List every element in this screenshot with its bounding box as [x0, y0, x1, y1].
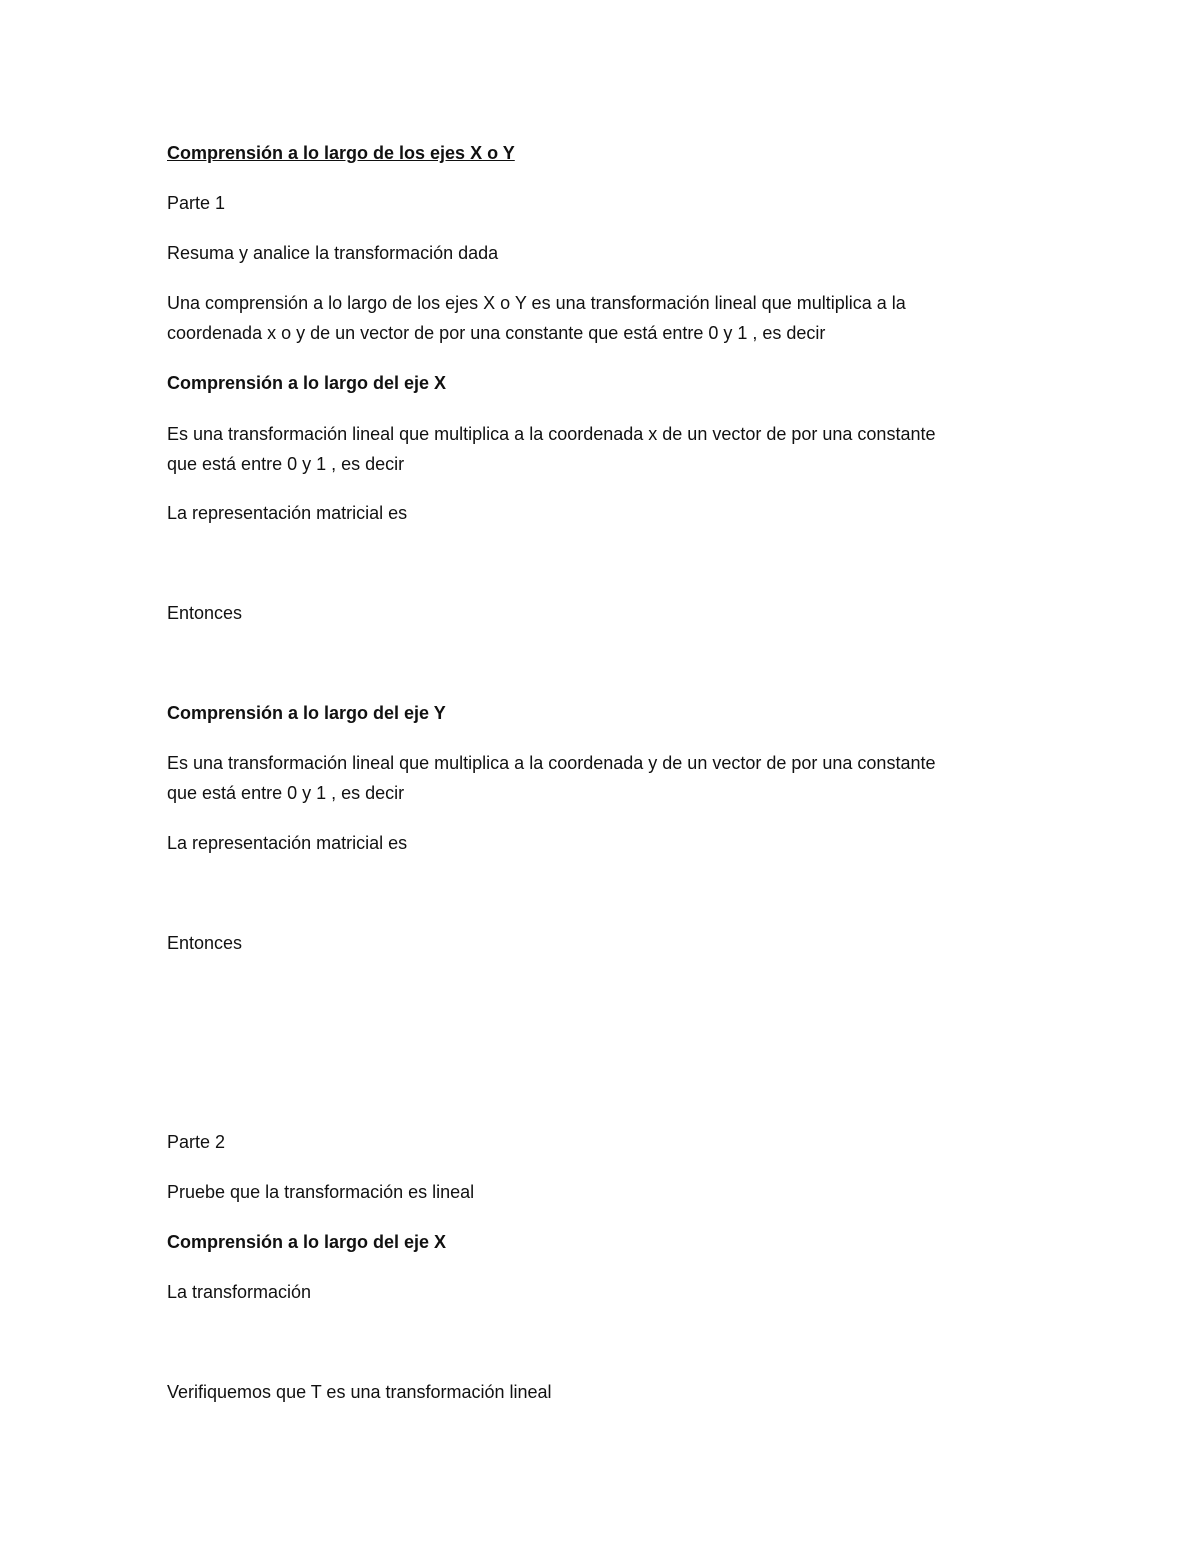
- part2-label: Parte 2: [167, 1132, 226, 1152]
- document-title: Comprensión a lo largo de los ejes X o Y: [167, 143, 515, 163]
- part1-instruction: Resuma y analice la transformación dada: [167, 243, 499, 263]
- x-axis-heading: Comprensión a lo largo del eje X: [167, 373, 447, 393]
- part2-transformation-label: La transformación: [167, 1282, 312, 1302]
- y-axis-desc-line1: Es una transformación lineal que multiplica a la coordenada y de un vector de por una constante: [167, 753, 936, 773]
- x-axis-desc-line2: que está entre 0 y 1 , es decir: [167, 454, 405, 474]
- part1-label: Parte 1: [167, 193, 226, 213]
- part2-x-axis-heading: Comprensión a lo largo del eje X: [167, 1232, 447, 1252]
- x-axis-matrix-label: La representación matricial es: [167, 503, 408, 523]
- y-axis-desc-line2: que está entre 0 y 1 , es decir: [167, 783, 405, 803]
- x-axis-then-label: Entonces: [167, 603, 243, 623]
- y-axis-heading: Comprensión a lo largo del eje Y: [167, 703, 446, 723]
- part1-intro-line1: Una comprensión a lo largo de los ejes X o Y es una transformación lineal que multiplica a la: [167, 293, 906, 313]
- y-axis-matrix-label: La representación matricial es: [167, 833, 408, 853]
- part2-instruction: Pruebe que la transformación es lineal: [167, 1182, 475, 1202]
- part1-intro-line2: coordenada x o y de un vector de por una constante que está entre 0 y 1 , es decir: [167, 323, 826, 343]
- x-axis-desc-line1: Es una transformación lineal que multiplica a la coordenada x de un vector de por una constante: [167, 424, 936, 444]
- y-axis-then-label: Entonces: [167, 933, 243, 953]
- part2-verify-label: Verifiquemos que T es una transformación lineal: [167, 1382, 552, 1402]
